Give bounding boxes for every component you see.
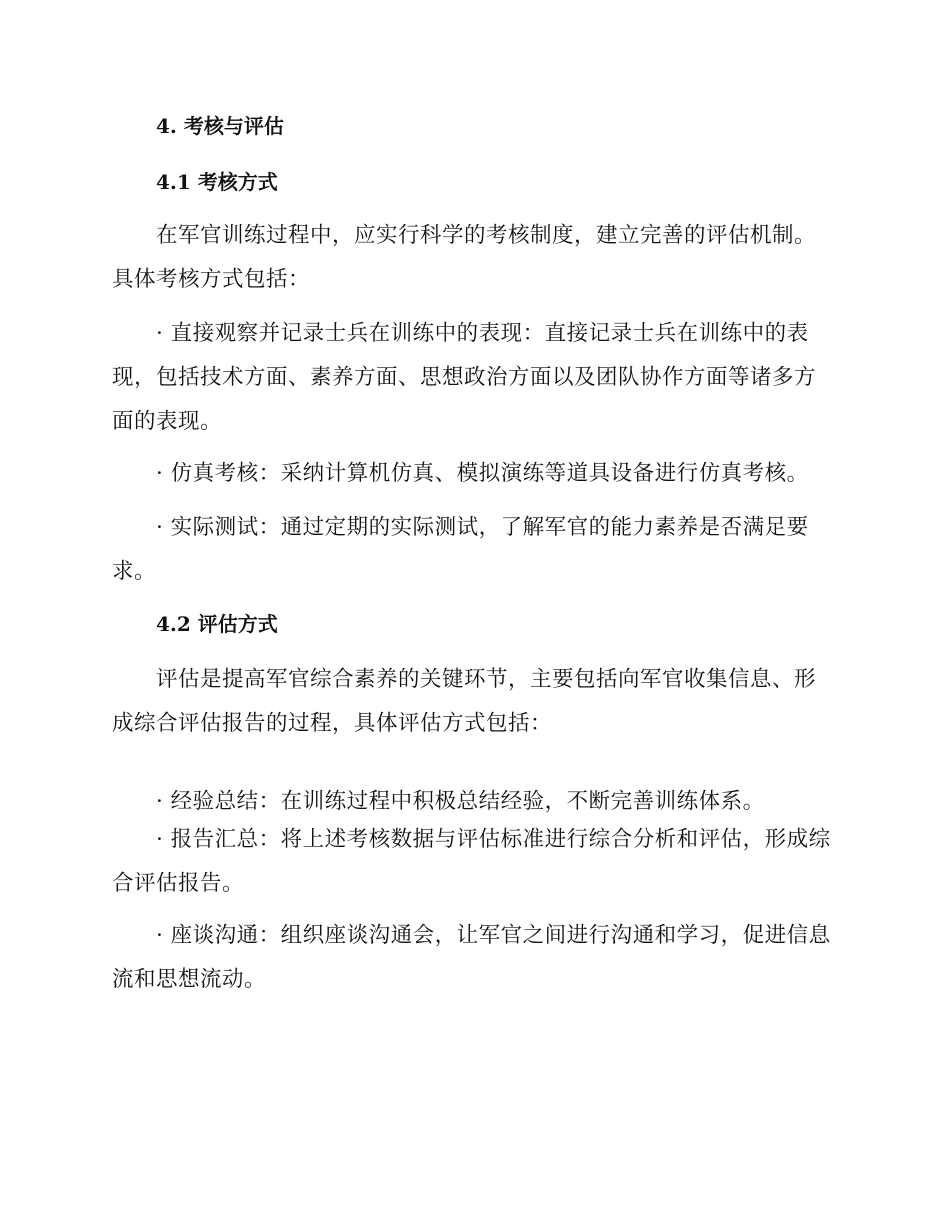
section-heading: 4. 考核与评估 — [156, 114, 284, 138]
bullet-experience-summary: · 经验总结：在训练过程中积极总结经验，不断完善训练体系。 — [156, 789, 765, 814]
bullet-simulation-assessment: · 仿真考核：采纳计算机仿真、模拟演练等道具设备进行仿真考核。 — [156, 461, 809, 486]
subsection-heading-4-1: 4.1 考核方式 — [156, 170, 278, 194]
paragraph-assessment-intro: 在军官训练过程中，应实行科学的考核制度，建立完善的评估机制。具体考核方式包括： — [112, 223, 817, 292]
bullet-report-summary: · 报告汇总：将上述考核数据与评估标准进行综合分析和评估，形成综合评估报告。 — [112, 827, 831, 896]
bullet-practical-test: · 实际测试：通过定期的实际测试，了解军官的能力素养是否满足要求。 — [112, 515, 809, 584]
paragraph-evaluation-intro: 评估是提高军官综合素养的关键环节，主要包括向军官收集信息、形成综合评估报告的过程，具体评估方式包括： — [112, 667, 817, 736]
subsection-heading-4-2: 4.2 评估方式 — [156, 612, 278, 636]
bullet-discussion: · 座谈沟通：组织座谈沟通会，让军官之间进行沟通和学习，促进信息流和思想流动。 — [112, 923, 831, 992]
bullet-direct-observation: · 直接观察并记录士兵在训练中的表现：直接记录士兵在训练中的表现，包括技术方面、素养方面、思想政治方面以及团队协作方面等诸多方面的表现。 — [112, 321, 817, 434]
